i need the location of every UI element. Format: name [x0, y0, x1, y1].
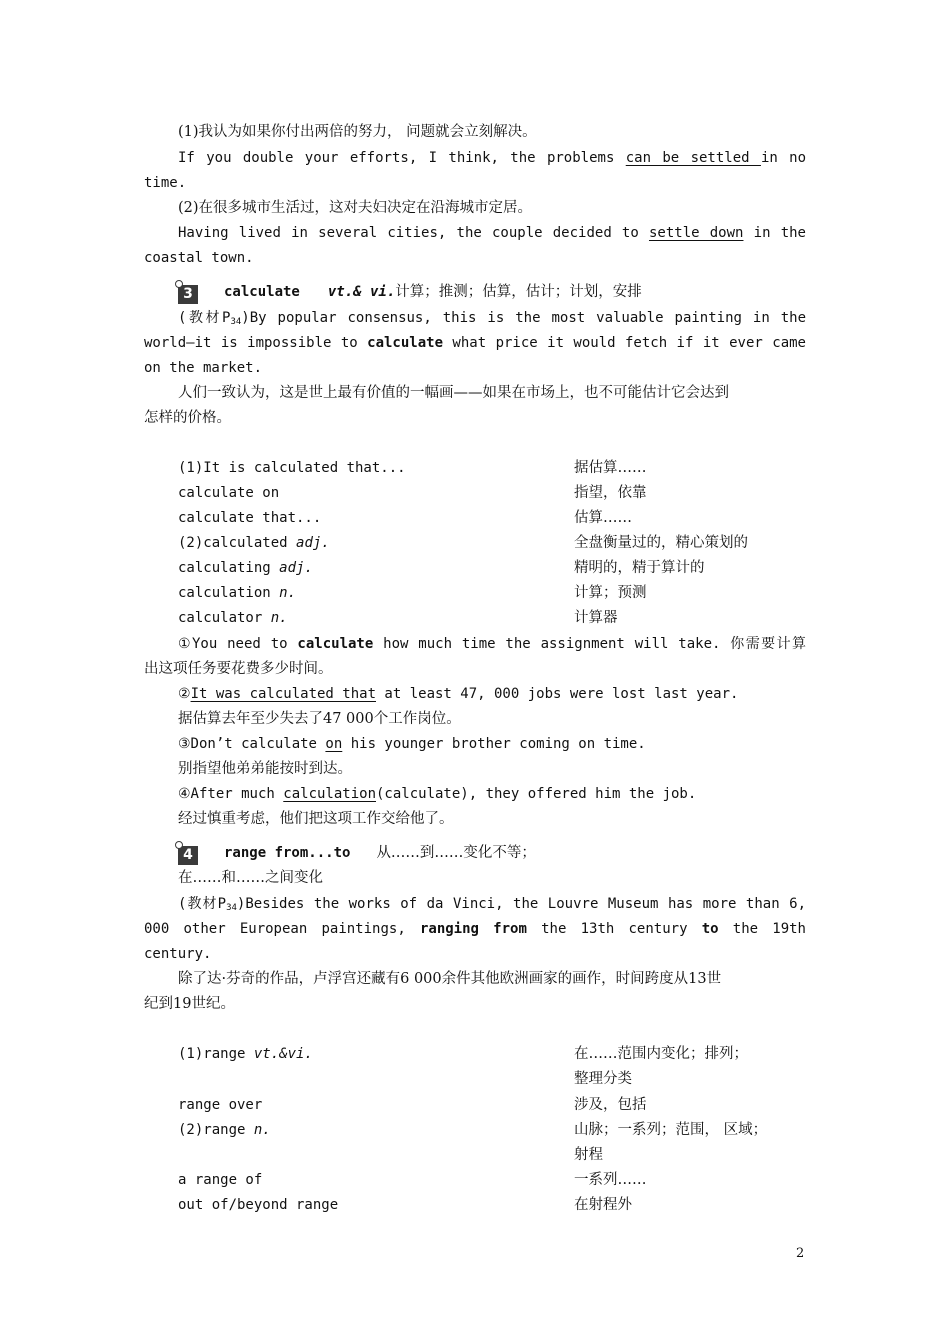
phrase-cn: 估算……: [574, 510, 632, 526]
item-number-badge: 4: [178, 846, 198, 865]
item-3-example-3-cn: 别指望他弟弟能按时到达。: [178, 761, 352, 777]
settle-example-1-cn: (1)我认为如果你付出两倍的努力， 问题就会立刻解决。: [178, 124, 537, 140]
phrase-cn: 一系列……: [574, 1172, 647, 1188]
answer-blank: It was calculated that: [190, 686, 376, 702]
text: Having lived in several cities, the couple decided to: [178, 225, 649, 241]
item-3-example-2: [178, 682, 806, 707]
text: the 13th century: [526, 921, 702, 937]
text: calculating: [178, 560, 280, 576]
answer-blank: settle down: [648, 225, 744, 241]
phrase-cn: 指望，依靠: [574, 485, 647, 501]
phrase-cn: 据估算……: [574, 460, 647, 476]
headword: calculate: [224, 284, 300, 300]
headword: range from...to: [224, 845, 351, 861]
text: (calculate), they offered him the job.: [376, 786, 697, 802]
keyword: calculate: [367, 335, 443, 351]
text: the 19th: [718, 921, 806, 937]
item-3-translation-2: 怎样的价格。: [144, 410, 231, 426]
item-3-example-4-cn: 经过慎重考虑，他们把这项工作交给他了。: [178, 811, 454, 827]
item-3-source-line-1: [178, 306, 806, 331]
phrase-en: [178, 581, 806, 606]
text: )Besides the works of da Vinci, the Louvre Museum has more than 6,: [236, 896, 807, 912]
keyword: calculate: [297, 636, 374, 652]
settle-example-1-en: [178, 146, 806, 171]
keyword: to: [701, 921, 719, 937]
phrase-cn: 计算；预测: [574, 585, 647, 601]
item-4-meaning-2: 在……和……之间变化: [178, 870, 323, 886]
item-4-translation-2: 纪到19世纪。: [144, 996, 235, 1012]
answer-blank: on: [325, 736, 343, 752]
part-of-speech: adj.: [296, 535, 330, 551]
settle-example-2-en-cont: coastal town.: [144, 250, 254, 266]
text: (1)range: [178, 1046, 254, 1062]
text: calculator: [178, 610, 271, 626]
text: world—it is impossible to: [144, 335, 368, 351]
phrase-en: [178, 606, 806, 631]
text: ③Don’t calculate: [178, 736, 326, 752]
phrase-cn: 在……范围内变化；排列；: [574, 1046, 748, 1062]
text: at least 47, 000 jobs were lost last year.: [376, 686, 739, 702]
item-3-source-line-3: on the market.: [144, 360, 263, 376]
phrase-cn-cont: 整理分类: [574, 1071, 632, 1087]
text: 000 other European paintings,: [144, 921, 420, 937]
phrase-en: (1)It is calculated that...: [178, 460, 406, 476]
item-4-heading: [178, 841, 806, 866]
text: (2)calculated: [178, 535, 297, 551]
phrase-en: a range of: [178, 1172, 263, 1188]
text: If you double your efforts, I think, the problems: [178, 150, 626, 166]
phrase-cn-cont: 射程: [574, 1147, 603, 1163]
phrase-cn: 全盘衡量过的，精心策划的: [574, 535, 748, 551]
phrase-cn: 山脉；一系列；范围， 区域；: [574, 1122, 768, 1138]
item-3-example-1: [178, 632, 806, 657]
item-4-translation-1: 除了达·芬奇的作品，卢浮宫还藏有6 000余件其他欧洲画家的画作，时间跨度从13世: [178, 971, 722, 987]
item-4-source-line-1: [178, 892, 806, 917]
part-of-speech: n.: [279, 585, 297, 601]
text: ①You need to: [178, 636, 298, 652]
phrase-en: out of/beyond range: [178, 1197, 339, 1213]
answer-blank: calculation: [283, 786, 376, 802]
page-subscript: 34: [226, 903, 237, 913]
settle-example-1-en-cont: time.: [144, 175, 187, 191]
answer-blank: can be settled: [625, 150, 761, 166]
part-of-speech: n.: [253, 1122, 271, 1138]
item-3-example-4: [178, 782, 806, 807]
item-3-source-line-2: [144, 331, 806, 356]
text: in the: [743, 225, 806, 241]
item-3-heading: [178, 280, 806, 305]
settle-example-2-cn: (2)在很多城市生活过，这对夫妇决定在沿海城市定居。: [178, 200, 533, 216]
item-3-example-3: [178, 732, 806, 757]
phrase-cn: 在射程外: [574, 1197, 632, 1213]
phrase-en: range over: [178, 1097, 263, 1113]
text: )By popular consensus, this is the most valuable painting in the: [241, 310, 807, 326]
phrase-cn: 计算器: [574, 610, 618, 626]
settle-example-2-en: [178, 221, 806, 246]
text: how much time the assignment will take. 你需要计算: [373, 636, 807, 652]
page-subscript: 34: [230, 317, 242, 327]
phrase-en: calculate on: [178, 485, 280, 501]
text: ④After much: [178, 786, 284, 802]
text: (2)range: [178, 1122, 254, 1138]
part-of-speech: vt.&vi.: [253, 1046, 313, 1062]
page-number: 2: [796, 1246, 805, 1261]
part-of-speech: n.: [270, 610, 288, 626]
item-number-badge: 3: [178, 285, 198, 304]
item-3-example-1-cont: 出这项任务要花费多少时间。: [144, 661, 333, 677]
phrase-en: [178, 556, 806, 581]
text: ②: [178, 686, 191, 702]
text: what price it would fetch if it ever came: [443, 335, 806, 351]
item-4-source-line-2: [144, 917, 806, 942]
phrase-cn: 涉及，包括: [574, 1097, 647, 1113]
text: in no: [760, 150, 807, 166]
meaning: 从……到……变化不等；: [376, 845, 536, 861]
text: his younger brother coming on time.: [342, 736, 646, 752]
phrase-cn: 精明的，精于算计的: [574, 560, 705, 576]
text: (教材P: [178, 310, 231, 326]
item-4-source-line-3: century.: [144, 946, 212, 962]
part-of-speech: adj.: [279, 560, 313, 576]
part-of-speech: vt.& vi.: [327, 284, 396, 300]
item-3-translation-1: 人们一致认为，这是世上最有价值的一幅画——如果在市场上，也不可能估计它会达到: [178, 385, 729, 401]
keyword: ranging from: [419, 921, 527, 937]
item-3-example-2-cn: 据估算去年至少失去了47 000个工作岗位。: [178, 711, 461, 727]
phrase-en: calculate that...: [178, 510, 322, 526]
text: calculation: [178, 585, 280, 601]
text: (教材P: [178, 896, 227, 912]
meaning: 计算；推测；估算，估计；计划，安排: [395, 284, 642, 300]
